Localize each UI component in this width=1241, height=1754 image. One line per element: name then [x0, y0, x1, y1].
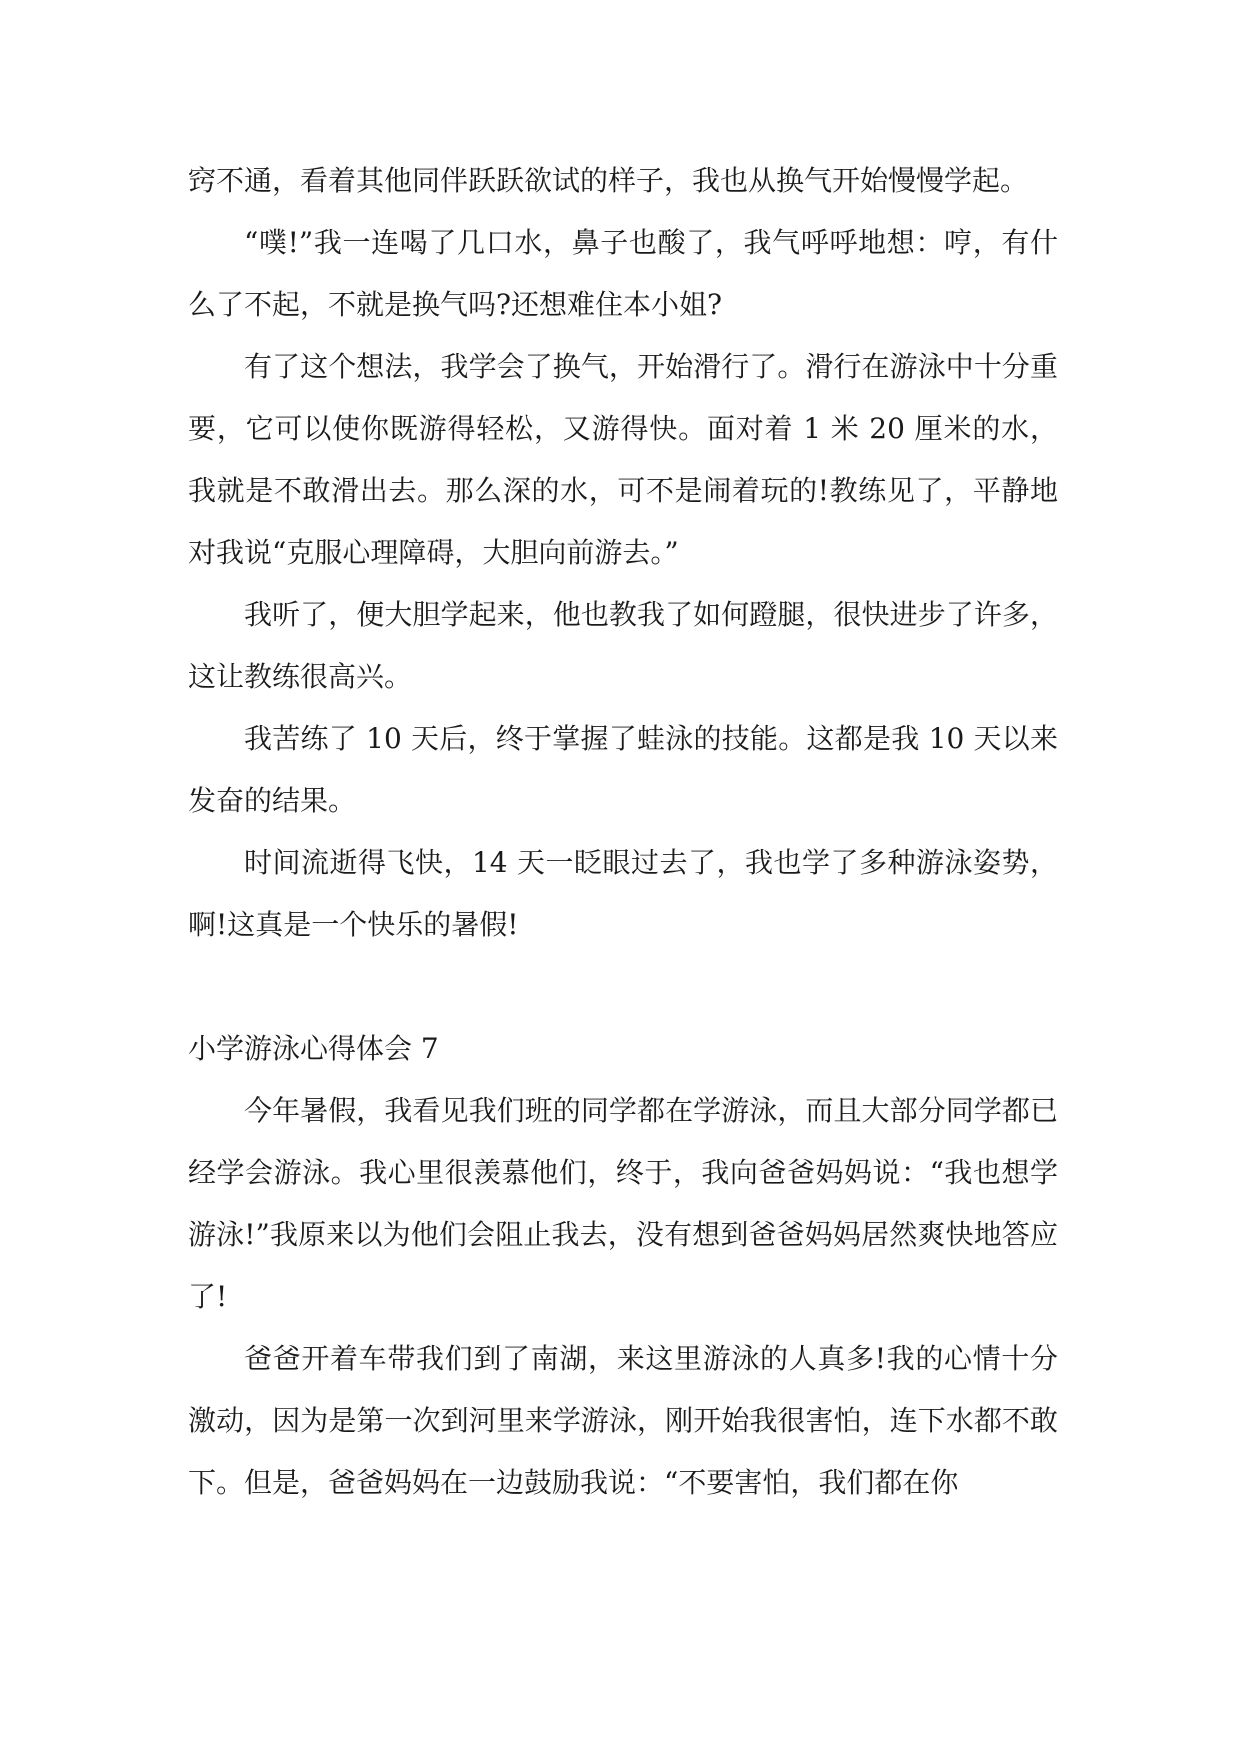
- document-body: [188, 150, 1058, 1514]
- section-heading: 小学游泳心得体会 7: [188, 1032, 439, 1065]
- paragraph: 有了这个想法，我学会了换气，开始滑行了。滑行在游泳中十分重要，它可以使你既游得轻松，又游得快。面对着 1 米 20 厘米的水，我就是不敢滑出去。那么深的水，可不是闹着玩的!教练见了，平静地对我说“克服心理障碍，大胆向前游去。”: [188, 350, 1058, 569]
- paragraph: “噗!”我一连喝了几口水，鼻子也酸了，我气呼呼地想：哼，有什么了不起，不就是换气吗?还想难住本小姐?: [188, 226, 1058, 321]
- paragraph: 时间流逝得飞快，14 天一眨眼过去了，我也学了多种游泳姿势，啊!这真是一个快乐的暑假!: [188, 846, 1058, 941]
- paragraph: 我听了，便大胆学起来，他也教我了如何蹬腿，很快进步了许多，这让教练很高兴。: [188, 598, 1058, 693]
- paragraph: 今年暑假，我看见我们班的同学都在学游泳，而且大部分同学都已经学会游泳。我心里很羡慕他们，终于，我向爸爸妈妈说：“我也想学游泳!”我原来以为他们会阻止我去，没有想到爸爸妈妈居然爽快地答应了!: [188, 1094, 1058, 1313]
- paragraph: 爸爸开着车带我们到了南湖，来这里游泳的人真多!我的心情十分激动，因为是第一次到河里来学游泳，刚开始我很害怕，连下水都不敢下。但是，爸爸妈妈在一边鼓励我说：“不要害怕，我们都在你: [188, 1342, 1058, 1499]
- paragraph-continuation: 窍不通，看着其他同伴跃跃欲试的样子，我也从换气开始慢慢学起。: [188, 164, 1029, 197]
- paragraph: 我苦练了 10 天后，终于掌握了蛙泳的技能。这都是我 10 天以来发奋的结果。: [188, 722, 1058, 817]
